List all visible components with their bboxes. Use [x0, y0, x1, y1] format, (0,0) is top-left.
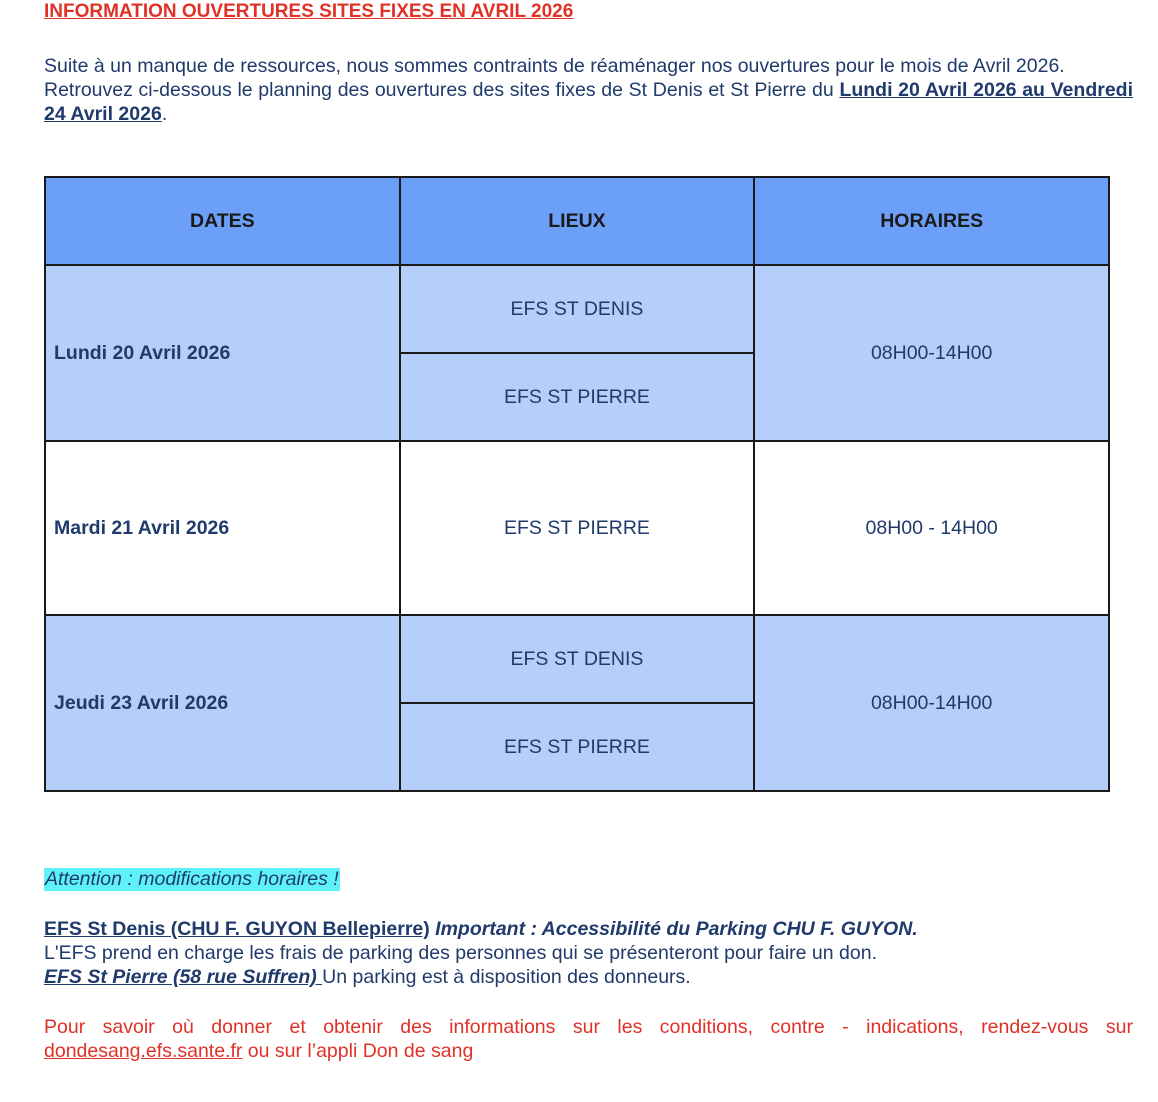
- planning-table: [44, 176, 1110, 792]
- dondesang-link[interactable]: dondesang.efs.sante.fr: [44, 1040, 243, 1062]
- row-lieu: EFS ST DENIS: [400, 615, 755, 703]
- table-row: [45, 615, 1109, 703]
- efs-st-denis-name: EFS St Denis (CHU F. GUYON Bellepierre): [44, 918, 430, 940]
- attention-notice: Attention : modifications horaires !: [45, 868, 339, 890]
- footer-info: [44, 1015, 1133, 1063]
- row-lieu: EFS ST PIERRE: [400, 353, 755, 441]
- row-lieu: EFS ST PIERRE: [400, 441, 755, 615]
- row-horaires: 08H00 - 14H00: [754, 441, 1109, 615]
- row-date: Jeudi 23 Avril 2026: [45, 615, 400, 791]
- efs-st-pierre-note: Un parking est à disposition des donneurs.: [322, 966, 691, 988]
- efs-st-denis-important: Important : Accessibilité du Parking CHU F. GUYON.: [429, 918, 918, 940]
- table-row: [45, 441, 1109, 615]
- intro-line-2-prefix: Retrouvez ci-dessous le planning des ouvertures des sites fixes de St Denis et St Pierre du: [44, 79, 840, 101]
- efs-info-block: [44, 917, 1144, 989]
- efs-st-pierre-line: [44, 965, 1144, 989]
- header-dates: DATES: [45, 177, 400, 265]
- row-lieu: EFS ST DENIS: [400, 265, 755, 353]
- intro-line-2-suffix: .: [161, 103, 168, 125]
- header-horaires: HORAIRES: [754, 177, 1109, 265]
- table-header-row: [45, 177, 1109, 265]
- row-lieu: EFS ST PIERRE: [400, 703, 755, 791]
- row-horaires: 08H00-14H00: [754, 615, 1109, 791]
- intro-paragraph: [44, 54, 1133, 126]
- efs-st-denis-note: L'EFS prend en charge les frais de parking des personnes qui se présenteront pour faire un don.: [44, 942, 877, 964]
- intro-line-1: Suite à un manque de ressources, nous sommes contraints de réaménager nos ouvertures pour le mois de Avril 2026.: [44, 55, 1065, 77]
- intro-line-2: [44, 78, 1133, 126]
- row-date: Mardi 21 Avril 2026: [45, 441, 400, 615]
- footer-paragraph: [44, 1015, 1133, 1063]
- footer-suffix: ou sur l’appli Don de sang: [242, 1040, 474, 1062]
- intro-period: Lundi 20 Avril 2026 au Vendredi 24 Avril 2026: [44, 79, 1133, 125]
- page-title: INFORMATION OUVERTURES SITES FIXES EN AVRIL 2026: [44, 1, 574, 22]
- header-lieux: LIEUX: [400, 177, 755, 265]
- efs-st-denis-line: [44, 917, 1144, 941]
- row-date: Lundi 20 Avril 2026: [45, 265, 400, 441]
- row-horaires: 08H00-14H00: [754, 265, 1109, 441]
- table-row: [45, 265, 1109, 353]
- efs-st-pierre-name: EFS St Pierre (58 rue Suffren): [44, 966, 323, 988]
- footer-text: Pour savoir où donner et obtenir des informations sur les conditions, contre - indications, rendez-vous sur: [44, 1016, 1133, 1038]
